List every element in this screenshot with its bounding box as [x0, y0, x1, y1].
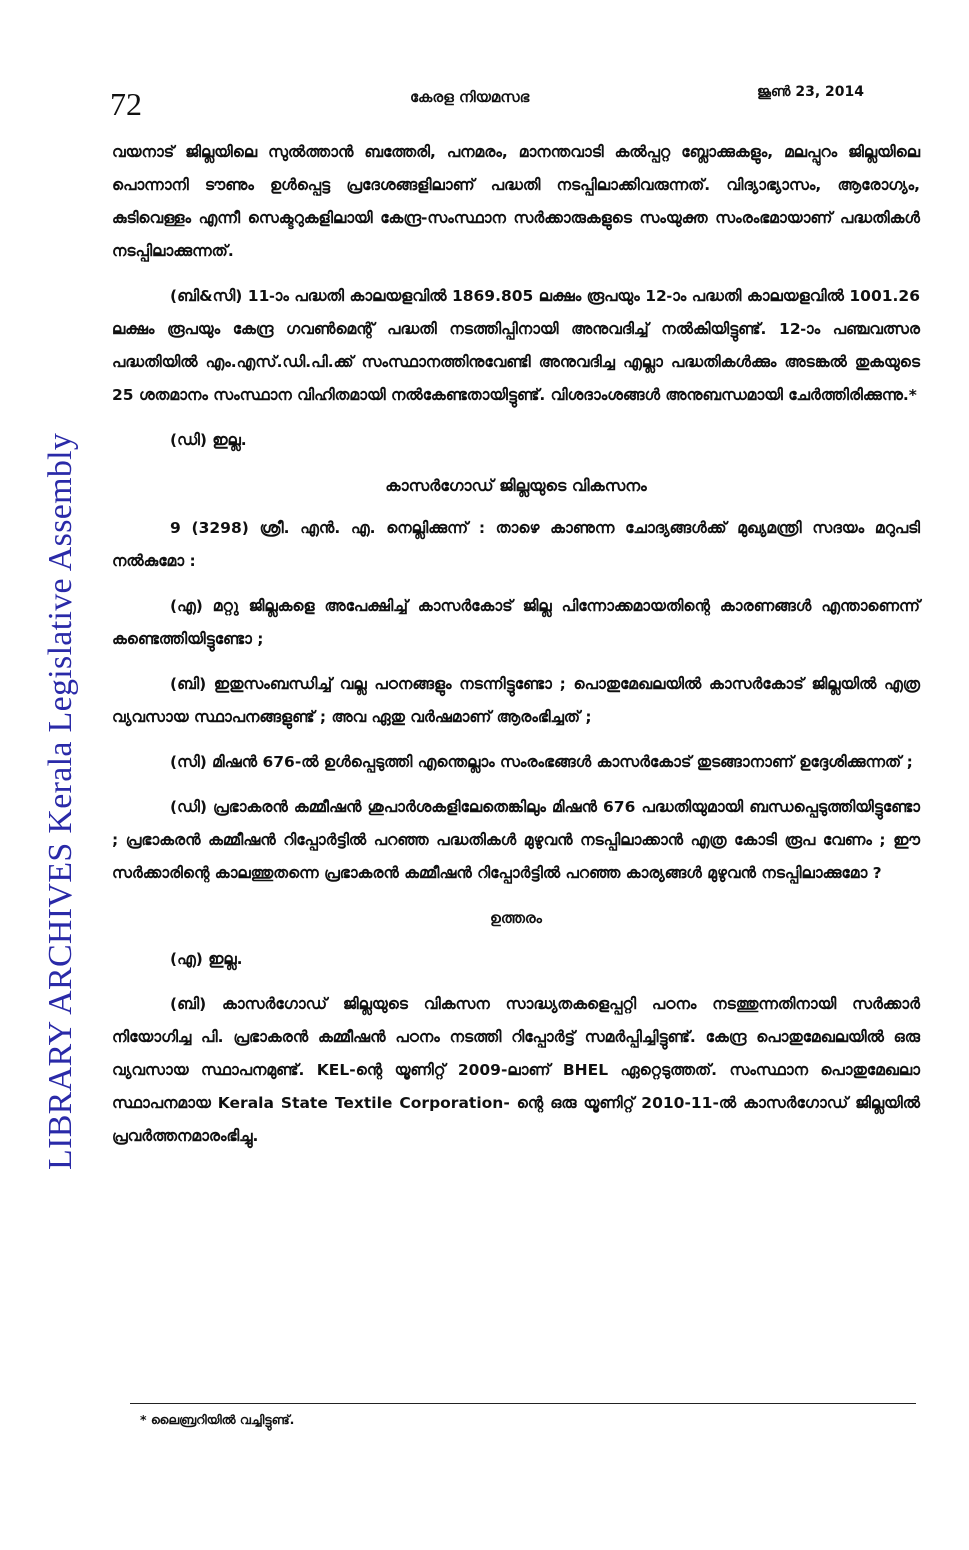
answer-a: (എ) ഇല്ല.	[170, 950, 243, 968]
answer-paragraph-d: (ഡി) ഇല്ല.	[170, 431, 247, 449]
footnote-divider	[130, 1403, 916, 1404]
page-number: 72	[110, 86, 142, 122]
question-heading: കാസർഗോഡ് ജില്ലയുടെ വികസനം	[385, 476, 647, 495]
answer-paragraph-b-c: (ബി&സി) 11-ാം പദ്ധതി കാലയളവിൽ 1869.805 ലക്ഷം രൂപയും 12-ാം പദ്ധതി കാലയളവിൽ 1001.26 ലക്ഷം രൂപയും കേന്ദ്ര ഗവൺമെന്റ് പദ്ധതി നടത്തിപ്പിനായി അനുവദിച്ച് നൽകിയിട്ടുണ്ട്. 12-ാം പഞ്ചവത്സര പദ്ധതിയിൽ എം.എസ്.ഡി.പി.ക്ക് സംസ്ഥാനത്തിനുവേണ്ടി അനുവദിച്ച എല്ലാ പദ്ധതികൾക്കും അടങ്കൽ തുകയുടെ 25 ശതമാനം സംസ്ഥാന വിഹിതമായി നൽകേണ്ടതായിട്ടുണ്ട്. വിശദാംശങ്ങൾ അനുബന്ധമായി ചേർത്തിരിക്കുന്നു.*	[112, 287, 920, 404]
question-a: (എ) മറ്റു ജില്ലകളെ അപേക്ഷിച്ച് കാസർകോട് ജില്ല പിന്നോക്കമായതിന്റെ കാരണങ്ങൾ എന്താണെന്ന് കണ്ടെത്തിയിട്ടുണ്ടോ ;	[112, 597, 920, 648]
answer-b: (ബി) കാസർഗോഡ് ജില്ലയുടെ വികസന സാദ്ധ്യതകളെപ്പറ്റി പഠനം നടത്തുന്നതിനായി സർക്കാർ നിയോഗിച്ച പി. പ്രഭാകരൻ കമ്മീഷൻ പഠനം നടത്തി റിപ്പോർട്ട് സമർപ്പിച്ചിട്ടുണ്ട്. കേന്ദ്ര പൊതുമേഖലയിൽ ഒരു വ്യവസായ സ്ഥാപനമുണ്ട്. KEL-ന്റെ യൂണിറ്റ് 2009-ലാണ് BHEL ഏറ്റെടുത്തത്. സംസ്ഥാന പൊതുമേഖലാ സ്ഥാപനമായ Kerala State Textile Corporation- ന്റെ ഒരു യൂണിറ്റ് 2010-11-ൽ കാസർഗോഡ് ജില്ലയിൽ പ്രവർത്തനമാരംഭിച്ചു.	[112, 995, 920, 1145]
archive-watermark: LIBRARY ARCHIVES Kerala Legislative Assembly	[42, 432, 79, 1170]
question-intro: 9 (3298) ശ്രീ. എൻ. എ. നെല്ലിക്കുന്ന് : താഴെ കാണുന്ന ചോദ്യങ്ങൾക്ക് മുഖ്യമന്ത്രി സദയം മറുപടി നൽകുമോ :	[112, 519, 920, 570]
question-b: (ബി) ഇതുസംബന്ധിച്ച് വല്ല പഠനങ്ങളും നടന്നിട്ടുണ്ടോ ; പൊതുമേഖലയിൽ കാസർകോട് ജില്ലയിൽ എത്ര വ്യവസായ സ്ഥാപനങ്ങളുണ്ട് ; അവ ഏതു വർഷമാണ് ആരംഭിച്ചത് ;	[112, 675, 920, 726]
footnote: * ലൈബ്രറിയിൽ വച്ചിട്ടുണ്ട്.	[140, 1412, 295, 1427]
answer-heading: ഉത്തരം	[490, 909, 542, 927]
page-body	[112, 136, 920, 1165]
question-c: (സി) മിഷൻ 676-ൽ ഉൾപ്പെടുത്തി എന്തെല്ലാം സംരംഭങ്ങൾ കാസർകോട് തുടങ്ങാനാണ് ഉദ്ദേശിക്കുന്നത് ;	[170, 753, 913, 771]
answer-paragraph-continued: വയനാട് ജില്ലയിലെ സുൽത്താൻ ബത്തേരി, പനമരം, മാനന്തവാടി കൽപ്പറ്റ ബ്ലോക്കുകളും, മലപ്പുറം ജില്ലയിലെ പൊന്നാനി ടൗണും ഉൾപ്പെട്ട പ്രദേശങ്ങളിലാണ് പദ്ധതി നടപ്പിലാക്കിവരുന്നത്. വിദ്യാഭ്യാസം, ആരോഗ്യം, കുടിവെള്ളം എന്നീ സെക്ടറുകളിലായി കേന്ദ്ര-സംസ്ഥാന സർക്കാരുകളുടെ സംയുക്ത സംരംഭമായാണ് പദ്ധതികൾ നടപ്പിലാക്കുന്നത്.	[112, 143, 920, 260]
question-d: (ഡി) പ്രഭാകരൻ കമ്മീഷൻ ശുപാർശകളിലേതെങ്കിലും മിഷൻ 676 പദ്ധതിയുമായി ബന്ധപ്പെടുത്തിയിട്ടുണ്ടോ ; പ്രഭാകരൻ കമ്മീഷൻ റിപ്പോർട്ടിൽ പറഞ്ഞ പദ്ധതികൾ മുഴുവൻ നടപ്പിലാക്കാൻ എത്ര കോടി രൂപ വേണം ; ഈ സർക്കാരിന്റെ കാലത്തുതന്നെ പ്രഭാകരൻ കമ്മീഷൻ റിപ്പോർട്ടിൽ പറഞ്ഞ കാര്യങ്ങൾ മുഴുവൻ നടപ്പിലാക്കുമോ ?	[112, 798, 920, 882]
running-header-date: ജൂൺ 23, 2014	[757, 84, 864, 100]
running-header-title: കേരള നിയമസഭ	[410, 88, 530, 106]
